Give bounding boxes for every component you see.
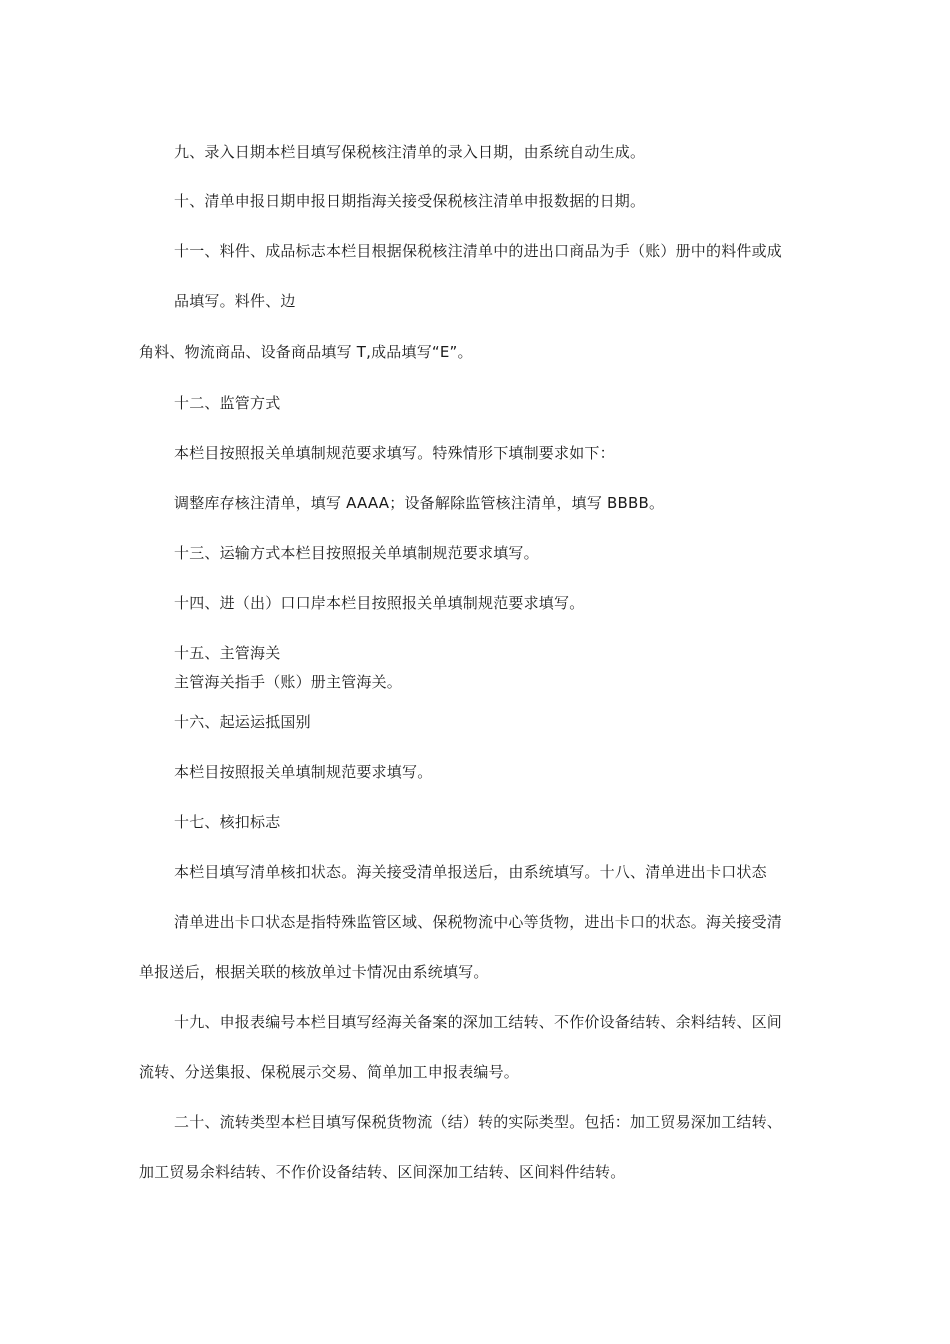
paragraph-line-14-port: 十四、进（出）口口岸本栏目按照报关单填制规范要求填写。 <box>174 594 585 612</box>
paragraph-line-19-form-number: 十九、申报表编号本栏目填写经海关备案的深加工结转、不作价设备结转、余料结转、区间 <box>174 1013 783 1031</box>
paragraph-line-11-continued: 品填写。料件、边 <box>174 292 296 310</box>
paragraph-line-15-definition: 主管海关指手（账）册主管海关。 <box>174 673 403 691</box>
paragraph-line-20-continued: 加工贸易余料结转、不作价设备结转、区间深加工结转、区间料件结转。 <box>139 1163 626 1181</box>
paragraph-line-10-declaration-date: 十、清单申报日期申报日期指海关接受保税核注清单申报数据的日期。 <box>174 192 646 210</box>
paragraph-line-12-rule: 本栏目按照报关单填制规范要求填写。特殊情形下填制要求如下： <box>174 444 615 462</box>
paragraph-line-20-transfer-type: 二十、流转类型本栏目填写保税货物流（结）转的实际类型。包括：加工贸易深加工结转、 <box>174 1113 783 1131</box>
paragraph-line-12-special-cases: 调整库存核注清单，填写 AAAA；设备解除监管核注清单，填写 BBBB。 <box>174 494 665 512</box>
paragraph-line-9-entry-date: 九、录入日期本栏目填写保税核注清单的录入日期，由系统自动生成。 <box>174 143 646 161</box>
section-heading-17-deduction-flag: 十七、核扣标志 <box>174 813 281 831</box>
section-heading-16-country: 十六、起运运抵国别 <box>174 713 311 731</box>
paragraph-line-11-material-flag: 十一、料件、成品标志本栏目根据保税核注清单中的进出口商品为手（账）册中的料件或成 <box>174 242 783 260</box>
paragraph-line-11-flag-values: 角料、物流商品、设备商品填写 T,成品填写“E”。 <box>139 343 473 361</box>
paragraph-line-17-18-status: 本栏目填写清单核扣状态。海关接受清单报送后，由系统填写。十八、清单进出卡口状态 <box>174 863 767 881</box>
paragraph-line-16-rule: 本栏目按照报关单填制规范要求填写。 <box>174 763 433 781</box>
paragraph-line-13-transport-mode: 十三、运输方式本栏目按照报关单填制规范要求填写。 <box>174 544 539 562</box>
paragraph-line-19-continued: 流转、分送集报、保税展示交易、简单加工申报表编号。 <box>139 1063 520 1081</box>
paragraph-line-18-continued: 单报送后，根据关联的核放单过卡情况由系统填写。 <box>139 963 489 981</box>
section-heading-15-customs: 十五、主管海关 <box>174 644 281 662</box>
section-heading-12-supervision-mode: 十二、监管方式 <box>174 394 281 412</box>
paragraph-line-18-definition: 清单进出卡口状态是指特殊监管区域、保税物流中心等货物，进出卡口的状态。海关接受清 <box>174 913 783 931</box>
